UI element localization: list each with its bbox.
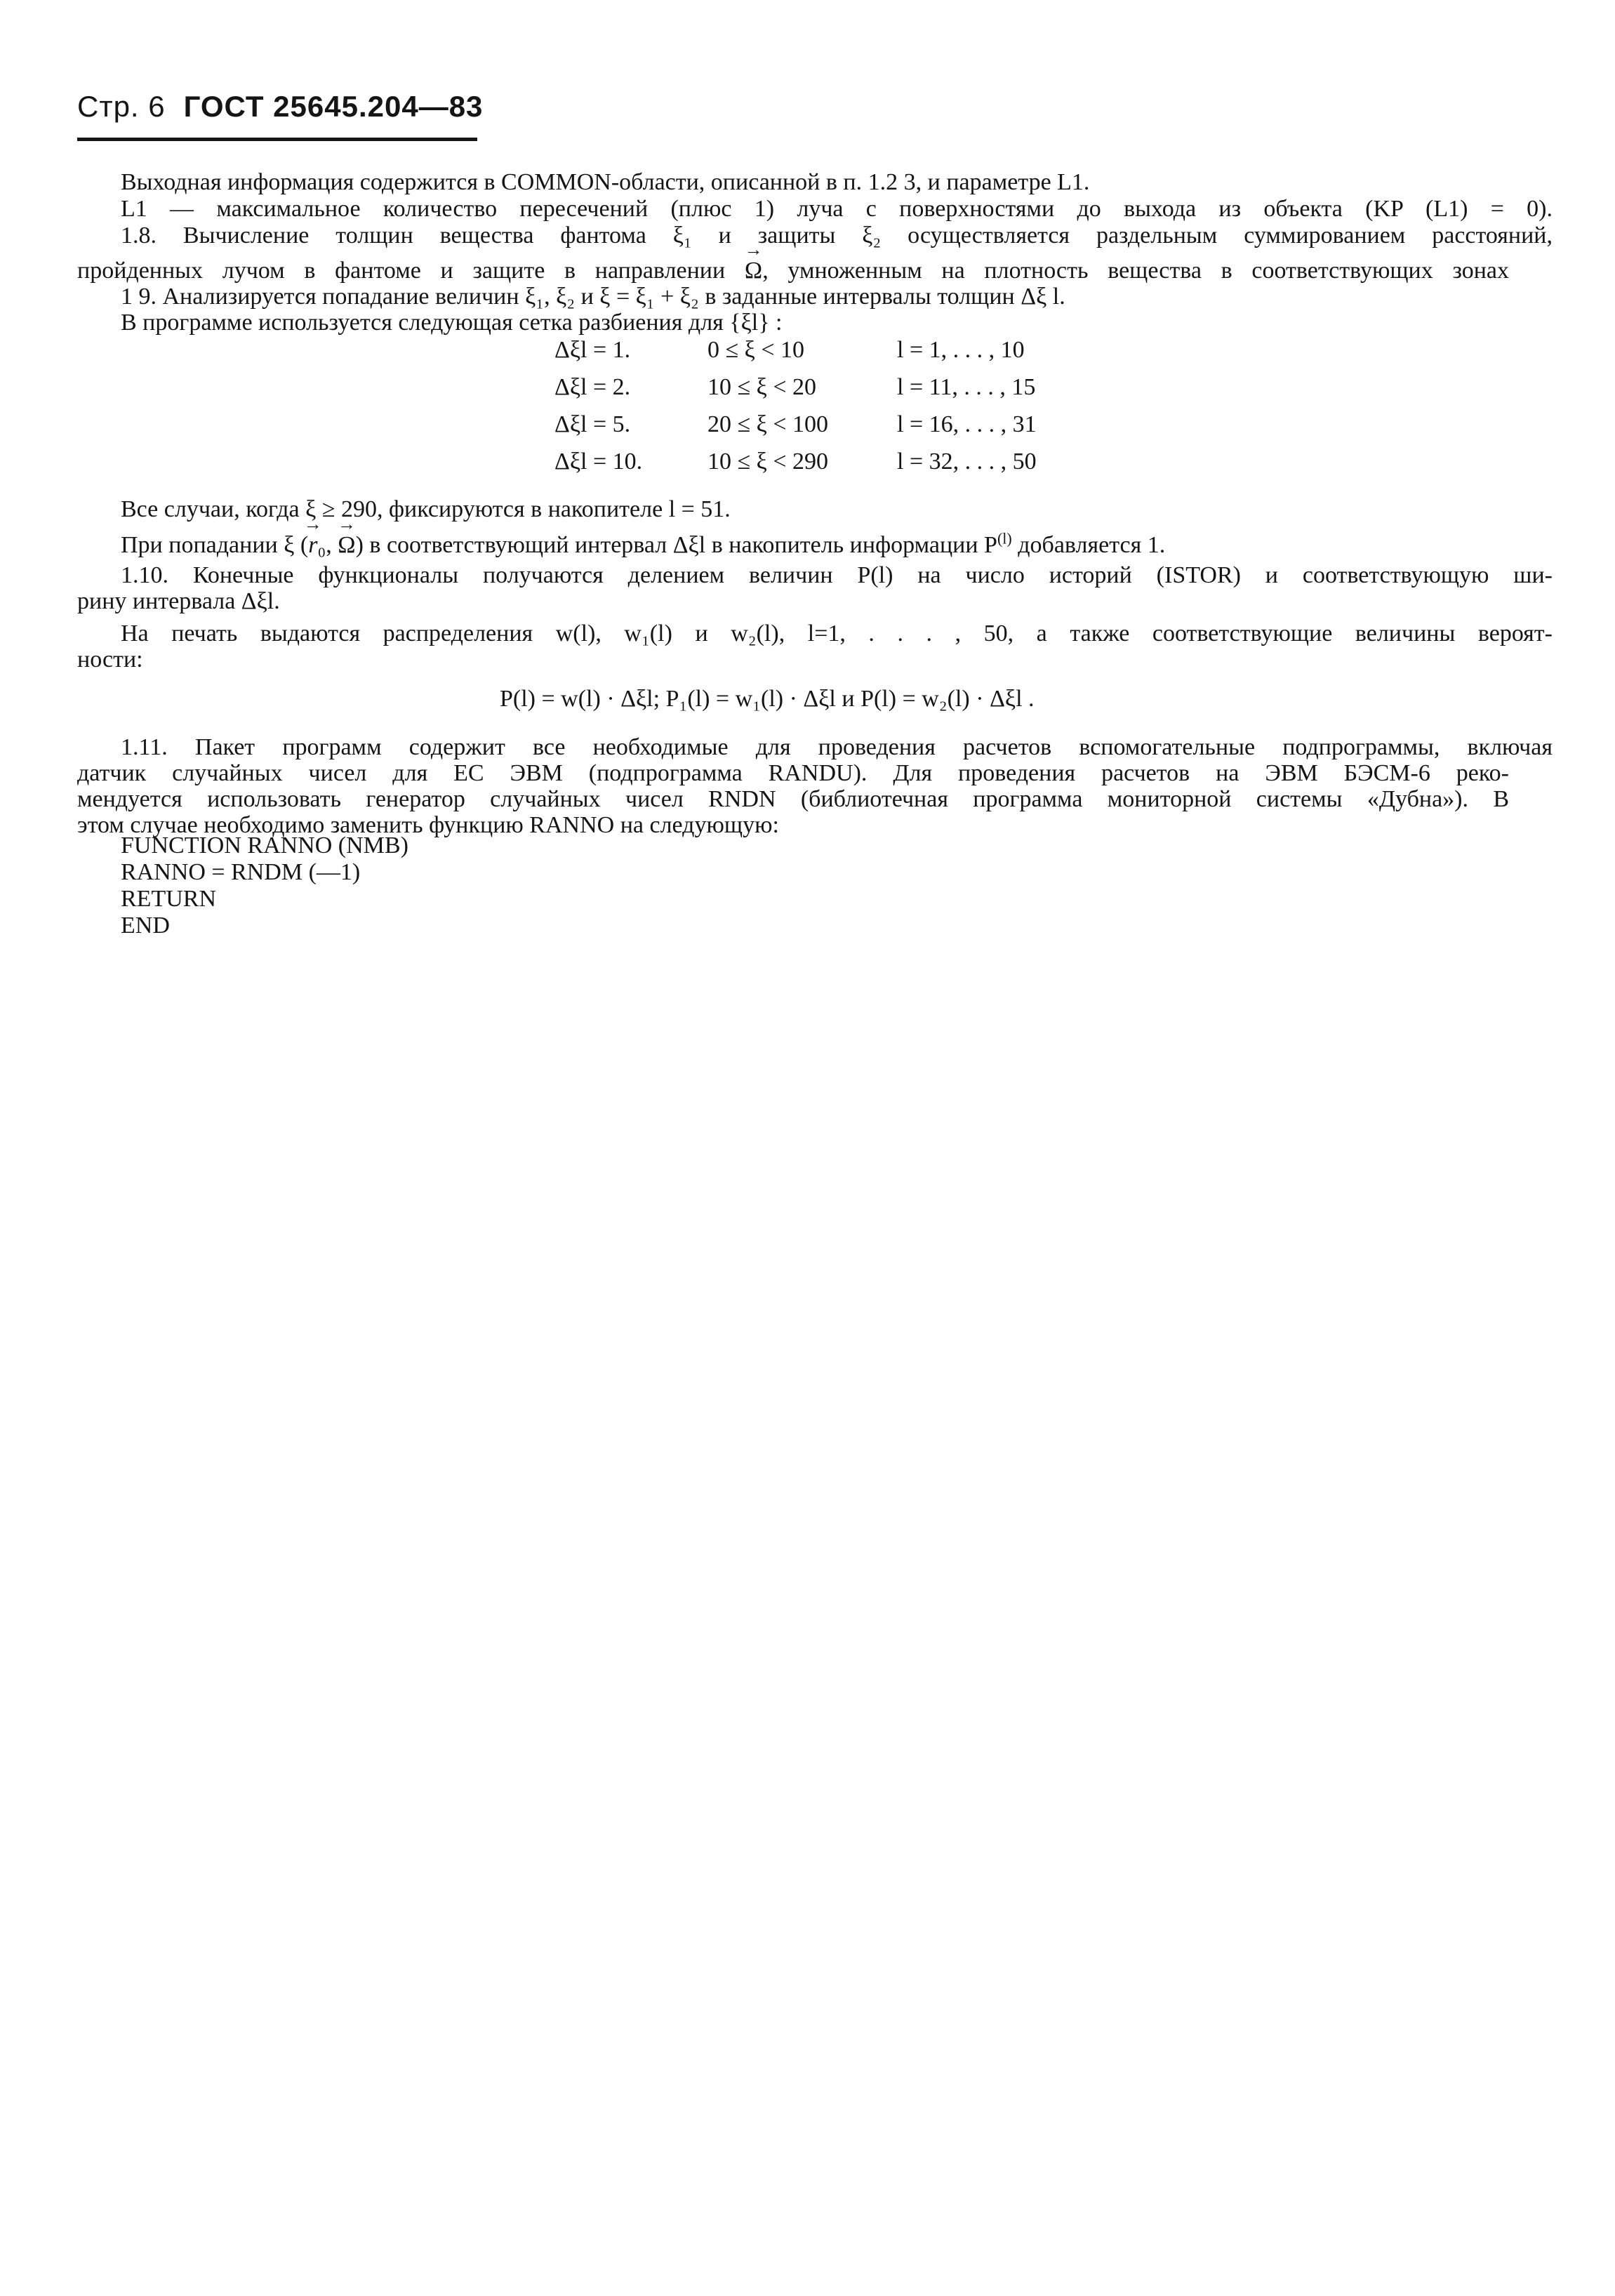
grid-range: 0 ≤ ξ < 10 [707,337,804,363]
omega-vector: → Ω [745,257,762,285]
text-span: , умноженным на плотность вещества в соответствующих зонах [762,258,1509,284]
grid-step: Δξl = 1. [554,337,631,363]
grid-step: Δξl = 10. [554,449,643,475]
code-line: RETURN [121,886,216,912]
page-header [77,90,483,124]
grid-range: 20 ≤ ξ < 100 [707,411,828,437]
text-line: Все случаи, когда ξ ≥ 290, фиксируются в накопителе l = 51. [121,496,731,522]
text-span: ₀, [317,532,338,558]
header-rule [77,138,477,141]
text-line: датчик случайных чисел для ЕС ЭВМ (подпрограмма RANDU). Для проведения расчетов на ЭВМ БЭСМ-6 реко- [77,760,1509,786]
text-line: 1.10. Конечные функционалы получаются делением величин P(l) на число историй (ISTOR) и соответствующую ши- [121,562,1553,588]
grid-index: l = 32, . . . , 50 [897,449,1037,475]
grid-step: Δξl = 5. [554,411,631,437]
grid-range: 10 ≤ ξ < 290 [707,449,828,475]
grid-index: l = 11, . . . , 15 [897,374,1036,400]
text-span: ) в соответствующий интервал Δξl в накопитель информации P [355,532,997,558]
text-line: Выходная информация содержится в COMMON-области, описанной в п. 1.2 3, и параметре L1. [121,169,1090,195]
code-line: RANNO = RNDM (—1) [121,859,361,885]
text-line: На печать выдаются распределения w(l), w₁(l) и w₂(l), l=1, . . . , 50, а также соответствующие величины вероят- [121,621,1553,646]
text-span: При попадании ξ ( [121,532,309,558]
formula-line: P(l) = w(l) · Δξl; P₁(l) = w₁(l) · Δξl и P(l) = w₂(l) · Δξl . [500,686,1035,712]
text-line: этом случае необходимо заменить функцию RANNO на следующую: [77,812,779,838]
text-line: ности: [77,646,143,672]
text-line: L1 — максимальное количество пересечений (плюс 1) луча с поверхностями до выхода из объекта (KP (L1) = 0). [121,196,1553,222]
code-line: FUNCTION RANNO (NMB) [121,832,408,858]
standard-number: ГОСТ 25645.204—83 [183,90,484,123]
omega-vector: → Ω [338,531,355,559]
grid-index: l = 1, . . . , 10 [897,337,1025,363]
grid-index: l = 16, . . . , 31 [897,411,1037,437]
code-line: END [121,913,170,938]
text-line: мендуется использовать генератор случайных чисел RNDN (библиотечная программа мониторной системы «Дубна»). В [77,786,1509,812]
code-block [121,832,408,939]
text-line: 1 9. Анализируется попадание величин ξ₁, ξ₂ и ξ = ξ₁ + ξ₂ в заданные интервалы толщин Δξ l. [121,284,1065,310]
text-line [77,257,1509,285]
text-span: добавляется 1. [1011,532,1166,558]
text-line: 1.8. Вычисление толщин вещества фантома ξ₁ и защиты ξ₂ осуществляется раздельным суммированием расстояний, [121,223,1553,248]
superscript: (l) [997,529,1012,548]
grid-range: 10 ≤ ξ < 20 [707,374,816,400]
page-number: Стр. 6 [77,90,166,123]
grid-step: Δξl = 2. [554,374,631,400]
r-vector: → r [308,531,317,559]
text-line [121,531,1553,559]
text-line: 1.11. Пакет программ содержит все необходимые для проведения расчетов вспомогательные подпрограммы, включая [121,734,1553,760]
text-span: пройденных лучом в фантоме и защите в направлении [77,258,745,284]
text-line: В программе используется следующая сетка разбиения для {ξl} : [121,310,783,336]
text-line: рину интервала Δξl. [77,588,280,614]
